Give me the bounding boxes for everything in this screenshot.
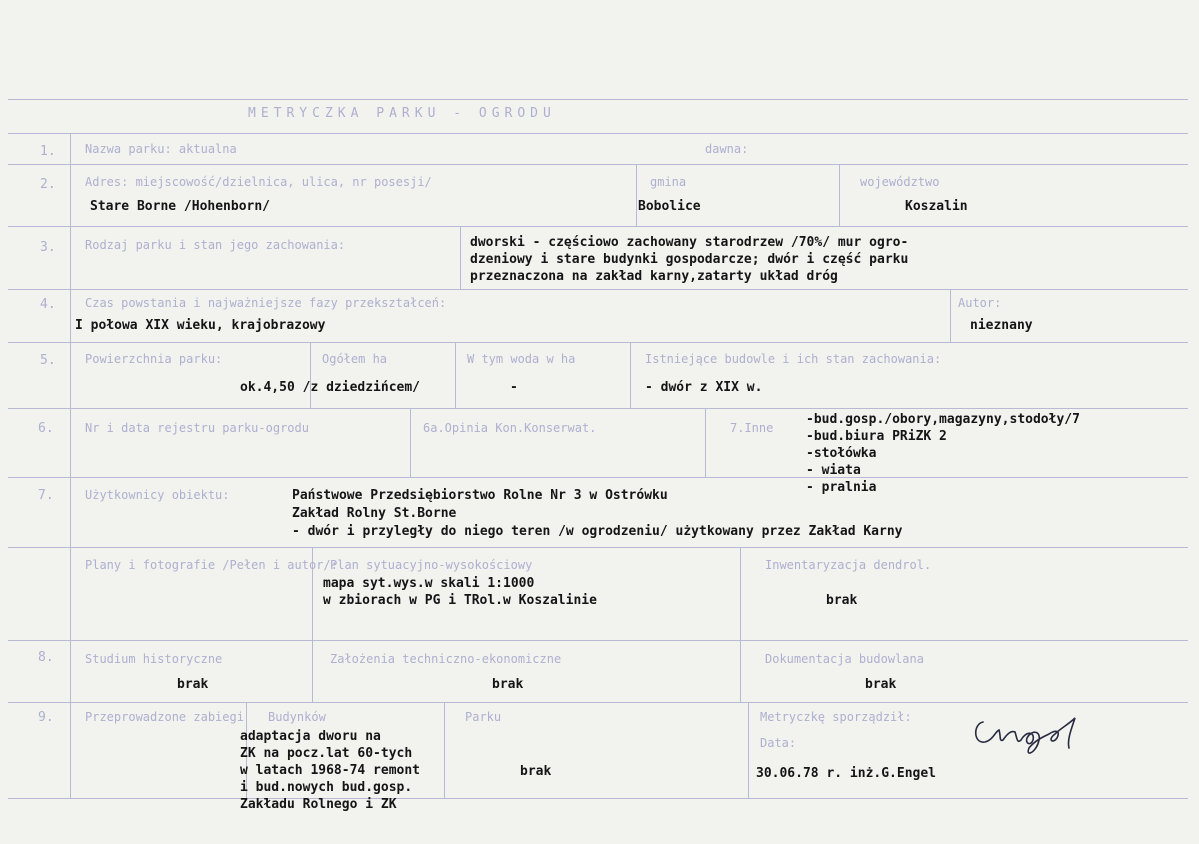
- entry-works-line: ZK na pocz.lat 60-tych: [240, 746, 413, 761]
- row-number: 9.: [38, 710, 54, 725]
- label-park-name: Nazwa parku: aktualna: [85, 142, 237, 156]
- label-dendro: Inwentaryzacja dendrol.: [765, 558, 932, 572]
- entry-site-plan-line: mapa syt.wys.w skali 1:1000: [323, 576, 535, 591]
- entry-works-line: i bud.nowych bud.gosp.: [240, 780, 413, 795]
- signature-image: [965, 700, 1095, 760]
- label-works: Przeprowadzone zabiegi: [85, 710, 244, 724]
- label-buildings: Istniejące budowle i ich stan zachowania:: [645, 352, 942, 366]
- row-number: 7.: [38, 488, 54, 503]
- row-number: 2.: [40, 177, 56, 192]
- entry-users-line: - dwór i przyległy do niego teren /w ogrodzeniu/ użytkowany przez Zakład Karny: [292, 524, 903, 539]
- grid-line: [8, 477, 1188, 478]
- entry-tech-econ: brak: [492, 677, 524, 692]
- grid-line: [839, 164, 840, 226]
- entry-other-line: -bud.gosp./obory,magazyny,stodoły/7: [806, 412, 1080, 427]
- entry-build-docs: brak: [865, 677, 897, 692]
- label-author: Autor:: [958, 296, 1002, 310]
- grid-line: [748, 702, 749, 798]
- grid-line: [8, 640, 1188, 641]
- row-number: 5.: [40, 353, 56, 368]
- entry-other-line: - wiata: [806, 463, 861, 478]
- grid-line: [310, 342, 311, 408]
- label-date: Data:: [760, 736, 797, 750]
- grid-line: [740, 547, 741, 702]
- entry-dendro: brak: [826, 593, 858, 608]
- form-title: METRYCZKA PARKU - OGRODU: [248, 106, 556, 121]
- label-plans: Plany i fotografie /Pełen i autor/:: [85, 558, 338, 572]
- row-number: 8.: [38, 650, 54, 665]
- entry-type-line: dworski - częściowo zachowany starodrzew /70%/ mur ogro-: [470, 235, 909, 250]
- entry-history-study: brak: [177, 677, 209, 692]
- grid-line: [630, 342, 631, 408]
- label-commune: gmina: [650, 175, 687, 189]
- row-number: 3.: [40, 240, 56, 255]
- label-other: 7.Inne: [730, 421, 774, 435]
- grid-line: [8, 226, 1188, 227]
- row-number: 1.: [40, 144, 56, 159]
- grid-line: [8, 289, 1188, 290]
- row-number: 6.: [38, 421, 54, 436]
- grid-line: [8, 99, 1188, 100]
- label-voivodeship: województwo: [860, 175, 940, 189]
- row-number: 4.: [40, 297, 56, 312]
- grid-line: [8, 547, 1188, 548]
- grid-line: [705, 408, 706, 477]
- grid-line: [70, 133, 71, 798]
- grid-line: [950, 289, 951, 342]
- entry-type-line: przeznaczona na zakład karny,zatarty układ dróg: [470, 269, 838, 284]
- entry-voivodeship: Koszalin: [905, 199, 968, 214]
- label-type-condition: Rodzaj parku i stan jego zachowania:: [85, 238, 346, 252]
- grid-line: [636, 164, 637, 226]
- grid-line: [8, 342, 1188, 343]
- entry-type-line: dzeniowy i stare budynki gospodarcze; dwór i część parku: [470, 252, 909, 267]
- label-area-total: Ogółem ha: [322, 352, 388, 366]
- grid-line: [8, 164, 1188, 165]
- label-registry: Nr i data rejestru parku-ogrodu: [85, 421, 309, 435]
- entry-locality: Stare Borne /Hohenborn/: [90, 199, 271, 214]
- entry-area-water: -: [510, 380, 518, 395]
- label-area: Powierzchnia parku:: [85, 352, 223, 366]
- label-tech-econ: Założenia techniczno-ekonomiczne: [330, 652, 562, 666]
- entry-commune: Bobolice: [638, 199, 701, 214]
- entry-users-line: Państwowe Przedsiębiorstwo Rolne Nr 3 w Ostrówku: [292, 488, 668, 503]
- entry-area-total: ok.4,50 /z dziedzińcem/: [240, 380, 421, 395]
- entry-author: nieznany: [970, 318, 1033, 333]
- entry-works-line: Zakładu Rolnego i ZK: [240, 797, 397, 812]
- entry-other-line: -bud.biura PRiZK 2: [806, 429, 947, 444]
- grid-line: [8, 133, 1188, 134]
- label-compiled-by: Metryczkę sporządził:: [760, 710, 912, 724]
- label-users: Użytkownicy obiektu:: [85, 488, 230, 502]
- entry-park-works: brak: [520, 764, 552, 779]
- entry-buildings: - dwór z XIX w.: [645, 380, 763, 395]
- grid-line: [455, 342, 456, 408]
- label-area-water: W tym woda w ha: [467, 352, 576, 366]
- label-address: Adres: miejscowość/dzielnica, ulica, nr posesji/: [85, 175, 432, 189]
- entry-site-plan-line: w zbiorach w PG i TRol.w Koszalinie: [323, 593, 597, 608]
- entry-works-line: adaptacja dworu na: [240, 729, 381, 744]
- entry-period: I połowa XIX wieku, krajobrazowy: [75, 318, 326, 333]
- grid-line: [444, 702, 445, 798]
- grid-line: [8, 798, 1188, 799]
- label-period: Czas powstania i najważniejsze fazy przekształceń:: [85, 296, 447, 310]
- label-works-buildings: Budynków: [268, 710, 326, 724]
- entry-other-line: - pralnia: [806, 480, 877, 495]
- entry-date-author: 30.06.78 r. inż.G.Engel: [756, 766, 937, 781]
- label-works-park: Parku: [465, 710, 502, 724]
- label-history-study: Studium historyczne: [85, 652, 223, 666]
- label-former-name: dawna:: [705, 142, 749, 156]
- label-build-docs: Dokumentacja budowlana: [765, 652, 924, 666]
- label-opinion: 6a.Opinia Kon.Konserwat.: [423, 421, 597, 435]
- label-site-plan: Plan sytuacyjno-wysokościowy: [330, 558, 533, 572]
- grid-line: [410, 408, 411, 477]
- entry-works-line: w latach 1968-74 remont: [240, 763, 421, 778]
- entry-users-line: Zakład Rolny St.Borne: [292, 506, 457, 521]
- grid-line: [8, 408, 1188, 409]
- entry-other-line: -stołówka: [806, 446, 877, 461]
- grid-line: [460, 226, 461, 289]
